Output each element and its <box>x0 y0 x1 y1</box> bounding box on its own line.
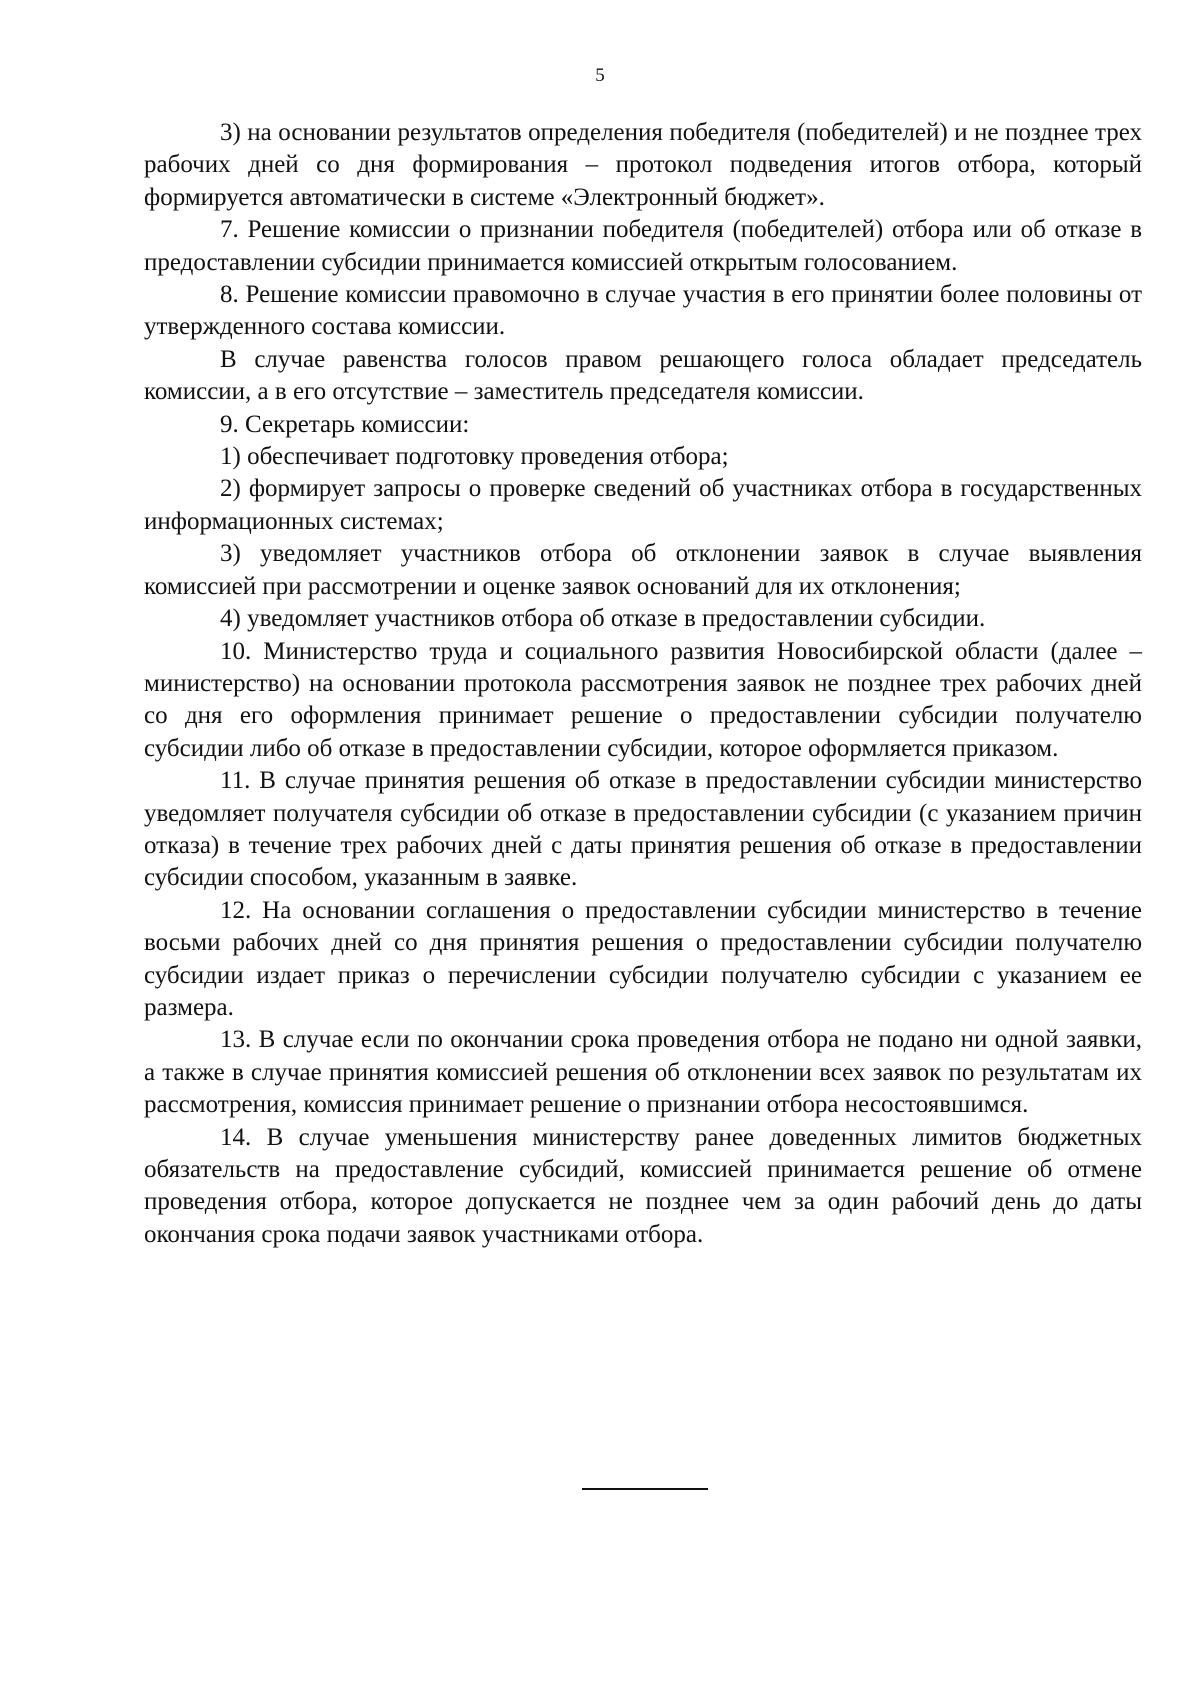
paragraph-clause-11: 11. В случае принятия решения об отказе в предоставлении субсидии министерство уведомляет получателя субсидии об отказе в предоставлении субсидии (с указанием причин отказа) в течение трех рабочих дней с даты принятия решения об отказе в предоставлении субсидии способом, указанным в заявке. <box>144 767 1142 892</box>
paragraph-item-3: 3) на основании результатов определения победителя (победителей) и не позднее трех рабочих дней со дня формирования – протокол подведения итогов отбора, который формируется автоматически в системе «Электронный бюджет». <box>144 119 1142 211</box>
paragraph-clause-8: 8. Решение комиссии правомочно в случае участия в его принятии более половины от утвержденного состава комиссии. <box>144 281 1142 341</box>
end-separator-line <box>582 1488 708 1490</box>
paragraph-clause-9-item-1: 1) обеспечивает подготовку проведения отбора; <box>220 443 729 471</box>
page-number: 5 <box>595 65 605 86</box>
paragraph-clause-9: 9. Секретарь комиссии: <box>220 410 470 438</box>
document-body <box>144 117 1142 1251</box>
paragraph-clause-9-item-4: 4) уведомляет участников отбора об отказе в предоставлении субсидии. <box>220 605 986 633</box>
paragraph-clause-10: 10. Министерство труда и социального развития Новосибирской области (далее – министерство) на основании протокола рассмотрения заявок не позднее трех рабочих дней со дня его оформления принимает решение о предоставлении субсидии получателю субсидии либо об отказе в предоставлении субсидии, которое оформляется приказом. <box>144 637 1142 762</box>
paragraph-clause-9-item-3: 3) уведомляет участников отбора об отклонении заявок в случае выявления комиссией при рассмотрении и оценке заявок оснований для их отклонения; <box>144 540 1142 600</box>
paragraph-clause-7: 7. Решение комиссии о признании победителя (победителей) отбора или об отказе в предоставлении субсидии принимается комиссией открытым голосованием. <box>144 216 1142 276</box>
paragraph-clause-14: 14. В случае уменьшения министерству ранее доведенных лимитов бюджетных обязательств на предоставление субсидий, комиссией принимается решение об отмене проведения отбора, которое допускается не позднее чем за один рабочий день до даты окончания срока подачи заявок участниками отбора. <box>144 1123 1142 1248</box>
paragraph-clause-9-item-2: 2) формирует запросы о проверке сведений об участниках отбора в государственных информационных системах; <box>144 475 1142 535</box>
paragraph-clause-13: 13. В случае если по окончании срока проведения отбора не подано ни одной заявки, а также в случае принятия комиссией решения об отклонении всех заявок по результатам их рассмотрения, комиссия принимает решение о признании отбора несостоявшимся. <box>144 1026 1142 1119</box>
paragraph-tie-vote: В случае равенства голосов правом решающего голоса обладает председатель комиссии, а в его отсутствие – заместитель председателя комиссии. <box>144 345 1142 406</box>
paragraph-clause-12: 12. На основании соглашения о предоставлении субсидии министерство в течение восьми рабочих дней со дня принятия решения о предоставлении субсидии получателю субсидии издает приказ о перечислении субсидии получателю субсидии с указанием ее размера. <box>144 896 1142 1021</box>
